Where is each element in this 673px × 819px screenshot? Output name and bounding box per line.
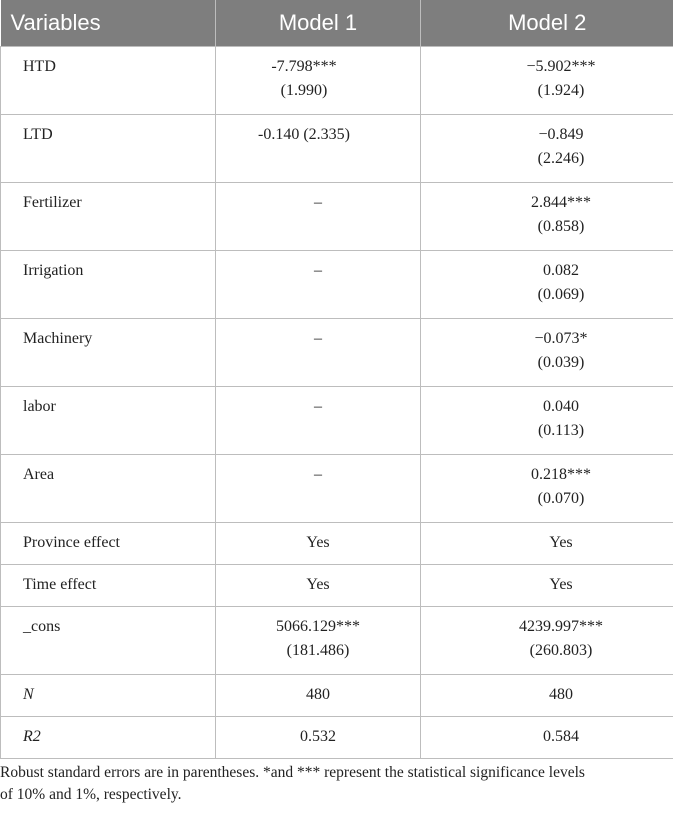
header-model-2: Model 2 — [508, 9, 587, 35]
labor-model-2-coef: 0.040 — [543, 397, 579, 415]
time-effect-model-2: Yes — [421, 564, 673, 606]
htd-model-1 — [216, 46, 421, 114]
fertilizer-model-1-value: – — [314, 193, 322, 211]
ltd-model-1-value: -0.140 (2.335) — [258, 125, 350, 143]
htd-model-1-se: (1.990) — [280, 81, 328, 99]
htd-model-2-coef: −5.902*** — [526, 57, 596, 75]
irrigation-model-2-coef: 0.082 — [543, 261, 579, 279]
province-effect-model-1: Yes — [216, 522, 421, 564]
labor-model-1-value: – — [314, 397, 322, 415]
labor-model-2 — [421, 386, 673, 454]
n-model-1: 480 — [216, 674, 421, 716]
fertilizer-model-2-se: (0.858) — [537, 217, 585, 235]
area-model-1 — [216, 454, 421, 522]
table-header-row — [1, 0, 673, 46]
table-row-cons — [1, 606, 673, 674]
htd-model-2 — [421, 46, 673, 114]
labor-model-2-se: (0.113) — [537, 421, 585, 439]
cons-model-1-se: (181.486) — [286, 641, 350, 659]
row-label-htd: HTD — [1, 46, 216, 114]
cons-model-1-coef: 5066.129*** — [276, 617, 360, 635]
table-row-r2 — [1, 716, 673, 758]
machinery-model-2-coef: −0.073* — [534, 329, 588, 347]
machinery-model-1-value: – — [314, 329, 322, 347]
machinery-model-1 — [216, 318, 421, 386]
table-row-time-effect — [1, 564, 673, 606]
cons-model-2 — [421, 606, 673, 674]
machinery-model-2-se: (0.039) — [537, 353, 585, 371]
irrigation-model-2 — [421, 250, 673, 318]
time-effect-model-1: Yes — [216, 564, 421, 606]
machinery-model-2 — [421, 318, 673, 386]
area-model-1-value: – — [314, 465, 322, 483]
irrigation-model-1 — [216, 250, 421, 318]
r2-model-2: 0.584 — [421, 716, 673, 758]
row-label-time-effect: Time effect — [1, 564, 216, 606]
labor-model-1 — [216, 386, 421, 454]
cons-model-2-coef: 4239.997*** — [519, 617, 603, 635]
row-label-r2: R2 — [1, 716, 216, 758]
table-footnote — [0, 762, 673, 806]
area-model-2-se: (0.070) — [537, 489, 585, 507]
ltd-model-2 — [421, 114, 673, 182]
row-label-fertilizer: Fertilizer — [1, 182, 216, 250]
n-model-2: 480 — [421, 674, 673, 716]
table-row-labor — [1, 386, 673, 454]
table-row-irrigation — [1, 250, 673, 318]
htd-model-1-coef: -7.798*** — [271, 57, 337, 75]
area-model-2 — [421, 454, 673, 522]
row-label-area: Area — [1, 454, 216, 522]
htd-model-2-se: (1.924) — [537, 81, 585, 99]
table-row-htd — [1, 46, 673, 114]
ltd-model-1 — [216, 114, 421, 182]
footnote-line-1: Robust standard errors are in parentheses. *and *** represent the statistical significance levels — [0, 764, 585, 781]
irrigation-model-1-value: – — [314, 261, 322, 279]
table-row-fertilizer — [1, 182, 673, 250]
fertilizer-model-2-coef: 2.844*** — [531, 193, 591, 211]
footnote-line-2: of 10% and 1%, respectively. — [0, 786, 182, 803]
ltd-model-2-coef: −0.849 — [538, 125, 584, 143]
cons-model-2-se: (260.803) — [529, 641, 593, 659]
row-label-labor: labor — [1, 386, 216, 454]
row-label-ltd: LTD — [1, 114, 216, 182]
row-label-irrigation: Irrigation — [1, 250, 216, 318]
table-row-n — [1, 674, 673, 716]
irrigation-model-2-se: (0.069) — [537, 285, 585, 303]
table-row-province-effect — [1, 522, 673, 564]
table-row-machinery — [1, 318, 673, 386]
table-row-area — [1, 454, 673, 522]
fertilizer-model-1 — [216, 182, 421, 250]
header-variables: Variables — [1, 0, 216, 46]
cons-model-1 — [216, 606, 421, 674]
fertilizer-model-2 — [421, 182, 673, 250]
row-label-machinery: Machinery — [1, 318, 216, 386]
row-label-cons: _cons — [1, 606, 216, 674]
row-label-province-effect: Province effect — [1, 522, 216, 564]
r2-model-1: 0.532 — [216, 716, 421, 758]
area-model-2-coef: 0.218*** — [531, 465, 591, 483]
ltd-model-2-se: (2.246) — [537, 149, 585, 167]
table-row-ltd — [1, 114, 673, 182]
row-label-n: N — [1, 674, 216, 716]
province-effect-model-2: Yes — [421, 522, 673, 564]
header-model-1: Model 1 — [216, 0, 421, 46]
